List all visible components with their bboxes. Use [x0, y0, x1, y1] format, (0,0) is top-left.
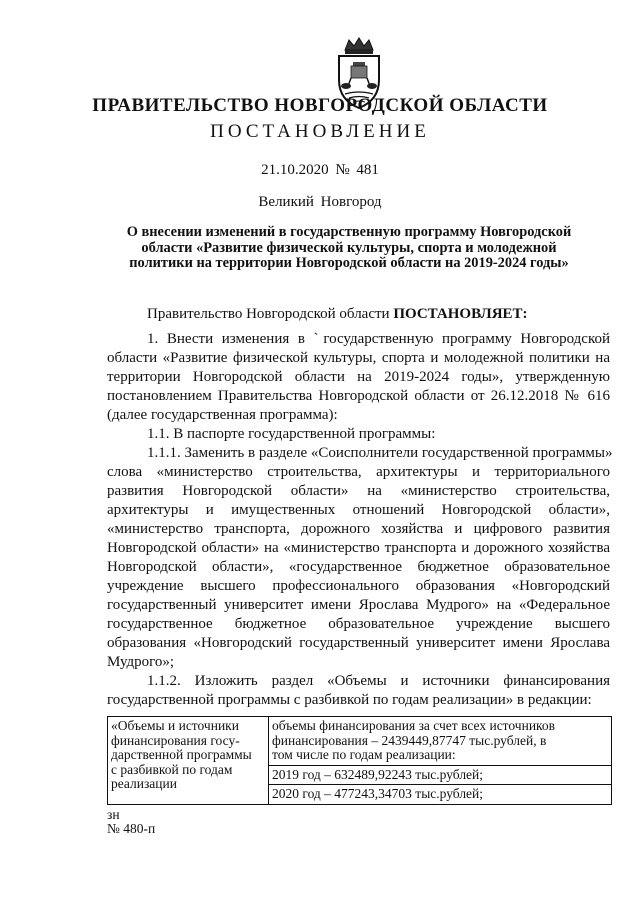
item-1-1-1-line: 1.1.1. Заменить в разделе «Соисполнители государственной программы»	[147, 445, 613, 461]
cell-line: финансирования госу-	[111, 732, 240, 748]
document-type-heading: ПОСТАНОВЛЕНИЕ	[210, 121, 430, 142]
footer-initials: зн	[107, 807, 120, 822]
item-1-1: 1.1. В паспорте государственной программы:	[147, 426, 436, 442]
preamble	[107, 305, 610, 324]
item-1-1-1-line: государственный университет имени Ярослава Мудрого» на «Федеральное	[107, 597, 610, 613]
item-1-1-1-line: Новгородской области», «государственное бюджетное образовательное	[107, 559, 610, 575]
title-line: области «Развитие физической культуры, спорта и молодежной	[141, 239, 557, 256]
footer-note	[107, 808, 155, 836]
financing-table	[107, 716, 612, 805]
item-1-1-1-line: учреждение высшего профессионального образования «Новгородский	[107, 578, 610, 594]
paragraph-1-line: постановлением Правительства Новгородской области от 26.12.2018 № 616	[107, 388, 610, 404]
item-1-1-1-line: Мудрого»;	[107, 654, 175, 670]
document-title	[110, 225, 588, 272]
preamble-decision: ПОСТАНОВЛЯЕТ:	[393, 306, 528, 322]
item-1-1-1-line: государственное бюджетное образовательное учреждение высшего	[107, 616, 610, 632]
footer-reference: № 480-п	[107, 821, 156, 836]
paragraph-1-line: территории Новгородской области на 2019-2024 годы», утвержденную	[107, 369, 610, 385]
year-amount-cell: 2020 год – 477243,34703 тыс.рублей;	[269, 785, 612, 805]
item-1-1-1-line: «министерство транспорта, дорожного хозяйства и цифрового развития	[107, 521, 610, 537]
city-line: Великий Новгород	[258, 194, 382, 210]
document-date: 21.10.2020	[261, 162, 329, 178]
financing-label-cell	[108, 717, 269, 805]
financing-total-cell	[269, 717, 612, 766]
date-number-line	[0, 162, 640, 179]
year-amount-cell: 2019 год – 632489,92243 тыс.рублей;	[269, 765, 612, 785]
item-1-1-2-line: 1.1.2. Изложить раздел «Объемы и источники финансирования	[147, 673, 610, 689]
organization-heading: ПРАВИТЕЛЬСТВО НОВГОРОДСКОЙ ОБЛАСТИ	[92, 95, 548, 116]
cell-line: «Объемы и источники	[111, 718, 239, 733]
cell-line: том числе по годам реализации:	[272, 747, 456, 762]
item-1-1-1-line: образования «Новгородский государственный университет имени Ярослава	[107, 635, 610, 651]
item-1-1-1-line: Новгородской области» на «министерство транспорта и дорожного хозяйства	[107, 540, 610, 556]
item-1-1-2-line: государственной программы с разбивкой по годам реализации» в редакции:	[107, 692, 592, 708]
document-body	[107, 305, 613, 710]
paragraph-1-line: (далее государственная программа):	[107, 407, 338, 423]
preamble-text: Правительство Новгородской области	[147, 306, 390, 322]
paragraph-1-line: области «Развитие физической культуры, спорта и молодежной политики на	[107, 350, 610, 366]
cell-line: дарственной программы	[111, 747, 252, 762]
number-sign: №	[335, 162, 350, 178]
document-number: 481	[356, 162, 379, 178]
title-line: О внесении изменений в государственную программу Новгородской	[126, 224, 572, 240]
cell-line: реализации	[111, 776, 177, 791]
paragraph-1-line: 1. Внести изменения в ˋгосударственную программу Новгородской	[147, 331, 610, 347]
table-row	[108, 717, 612, 766]
item-1-1-1-line: архитектуры и имущественных отношений Новгородской области»,	[107, 502, 610, 518]
title-line: политики на территории Новгородской области на 2019-2024 годы»	[129, 255, 569, 271]
item-1-1-1-line: слова «министерство строительства, архитектуры и территориального	[107, 464, 610, 480]
item-1-1-1-line: развития Новгородской области» на «министерство строительства,	[107, 483, 610, 499]
cell-line: финансирования – 2439449,87747 тыс.рублей, в	[272, 732, 547, 748]
cell-line: с разбивкой по годам	[111, 761, 233, 777]
cell-line: объемы финансирования за счет всех источников	[272, 718, 556, 733]
